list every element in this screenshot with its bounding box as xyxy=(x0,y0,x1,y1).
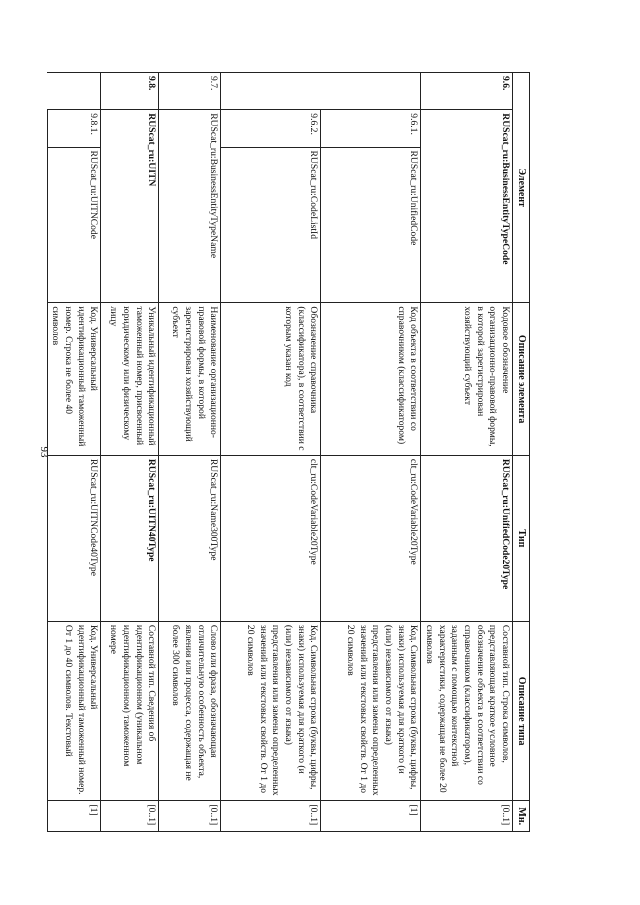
row-element-desc: Обозначение справочника (классификатора), в соответствии с которым указан код xyxy=(221,303,321,455)
row-type-desc: Код. Символьная строка (буквы, цифры, знаки) используемая для краткого (и (или) независимого от языка) представления или замены определенных значений или текстовых свойств. От 1 до 20 символов xyxy=(221,621,321,801)
row-number: 9.6.2. xyxy=(221,110,321,147)
row-type: clt_ru:CodeVariable20Type xyxy=(221,455,321,621)
row-mult: [0..1] xyxy=(159,801,221,832)
header-mult: Мн. xyxy=(513,801,530,832)
indent-cell xyxy=(47,73,101,110)
row-element-desc: Кодовое обозначение организационно-правовой формы, в которой зарегистрирован хозяйствующий субъект xyxy=(421,303,513,455)
table-row xyxy=(421,73,513,832)
row-type-desc: Слово или фраза, обозначающая отличительную особенность объекта, явления или процесса, содержащая не более 300 символов xyxy=(159,621,221,801)
row-element-desc: Код объекта в соответствии со справочником (классификатором) xyxy=(321,303,421,455)
page-number: 93 xyxy=(38,446,50,458)
row-element-desc: Наименование организационно-правовой формы, в которой зарегистрирован хозяйствующий субъект xyxy=(159,303,221,455)
row-element: RUScat_ru:BusinessEntityTypeCode xyxy=(421,110,513,303)
row-number: 9.6. xyxy=(421,73,513,110)
table-header-row xyxy=(513,73,530,832)
row-element: RUScat_ru:UITNCode xyxy=(47,147,101,303)
row-mult: [0..1] xyxy=(101,801,159,832)
row-mult: [0..1] xyxy=(221,801,321,832)
row-mult: [1] xyxy=(321,801,421,832)
header-element-desc: Описание элемента xyxy=(513,303,530,455)
row-element-desc: Код. Универсальный идентификационный таможенный номер. Строка не более 40 символов xyxy=(47,303,101,455)
table-row xyxy=(321,73,421,832)
table-row xyxy=(221,73,321,832)
header-type-desc: Описание типа xyxy=(513,621,530,801)
row-type-desc: Код. Универсальный идентификационный таможенный номер. От 1 до 40 символов. Текстовый xyxy=(47,621,101,801)
row-mult: [1] xyxy=(47,801,101,832)
spec-table xyxy=(47,72,530,832)
rotated-table-container xyxy=(50,72,530,832)
row-type-desc: Составной тип. Строка символов, представляющая краткое условное обозначение объекта в соответствии со справочником (классификатором), заданным с помощью контекстной характеристики, содержащая не более 20 символов xyxy=(421,621,513,801)
row-element: RUScat_ru:CodeListId xyxy=(221,147,321,303)
row-number: 9.7. xyxy=(159,73,221,110)
row-type-desc: Код. Символьная строка (буквы, цифры, знаки) используемая для краткого (и (или) независимого от языка) представления или замены определенных значений или текстовых свойств. От 1 до 20 символов xyxy=(321,621,421,801)
table-row xyxy=(159,73,221,832)
indent-cell xyxy=(321,73,421,110)
row-number: 9.8. xyxy=(101,73,159,110)
row-element: RUScat_ru:UITN xyxy=(101,110,159,303)
row-mult: [0..1] xyxy=(421,801,513,832)
row-type: RUScat_ru:UITN40Type xyxy=(101,455,159,621)
header-type: Тип xyxy=(513,455,530,621)
row-element: RUScat_ru:BusinessEntityTypeName xyxy=(159,110,221,303)
table-row xyxy=(101,73,159,832)
row-type: RUScat_ru:UnifiedCode20Type xyxy=(421,455,513,621)
row-type: clt_ru:CodeVariable20Type xyxy=(321,455,421,621)
indent-cell xyxy=(221,73,321,110)
row-element-desc: Уникальный идентификационный таможенный номер, присвоенный юридическому или физическому лицу xyxy=(101,303,159,455)
row-element: RUScat_ru:UnifiedCode xyxy=(321,147,421,303)
row-type-desc: Составной тип. Сведения об идентификационном (уникальном идентификационном) таможенном номере xyxy=(101,621,159,801)
row-number: 9.6.1. xyxy=(321,110,421,147)
row-type: RUScat_ru:UITNCode40Type xyxy=(47,455,101,621)
row-number: 9.8.1. xyxy=(47,110,101,147)
header-element: Элемент xyxy=(513,73,530,303)
table-row xyxy=(47,73,101,832)
row-type: RUScat_ru:Name300Type xyxy=(159,455,221,621)
